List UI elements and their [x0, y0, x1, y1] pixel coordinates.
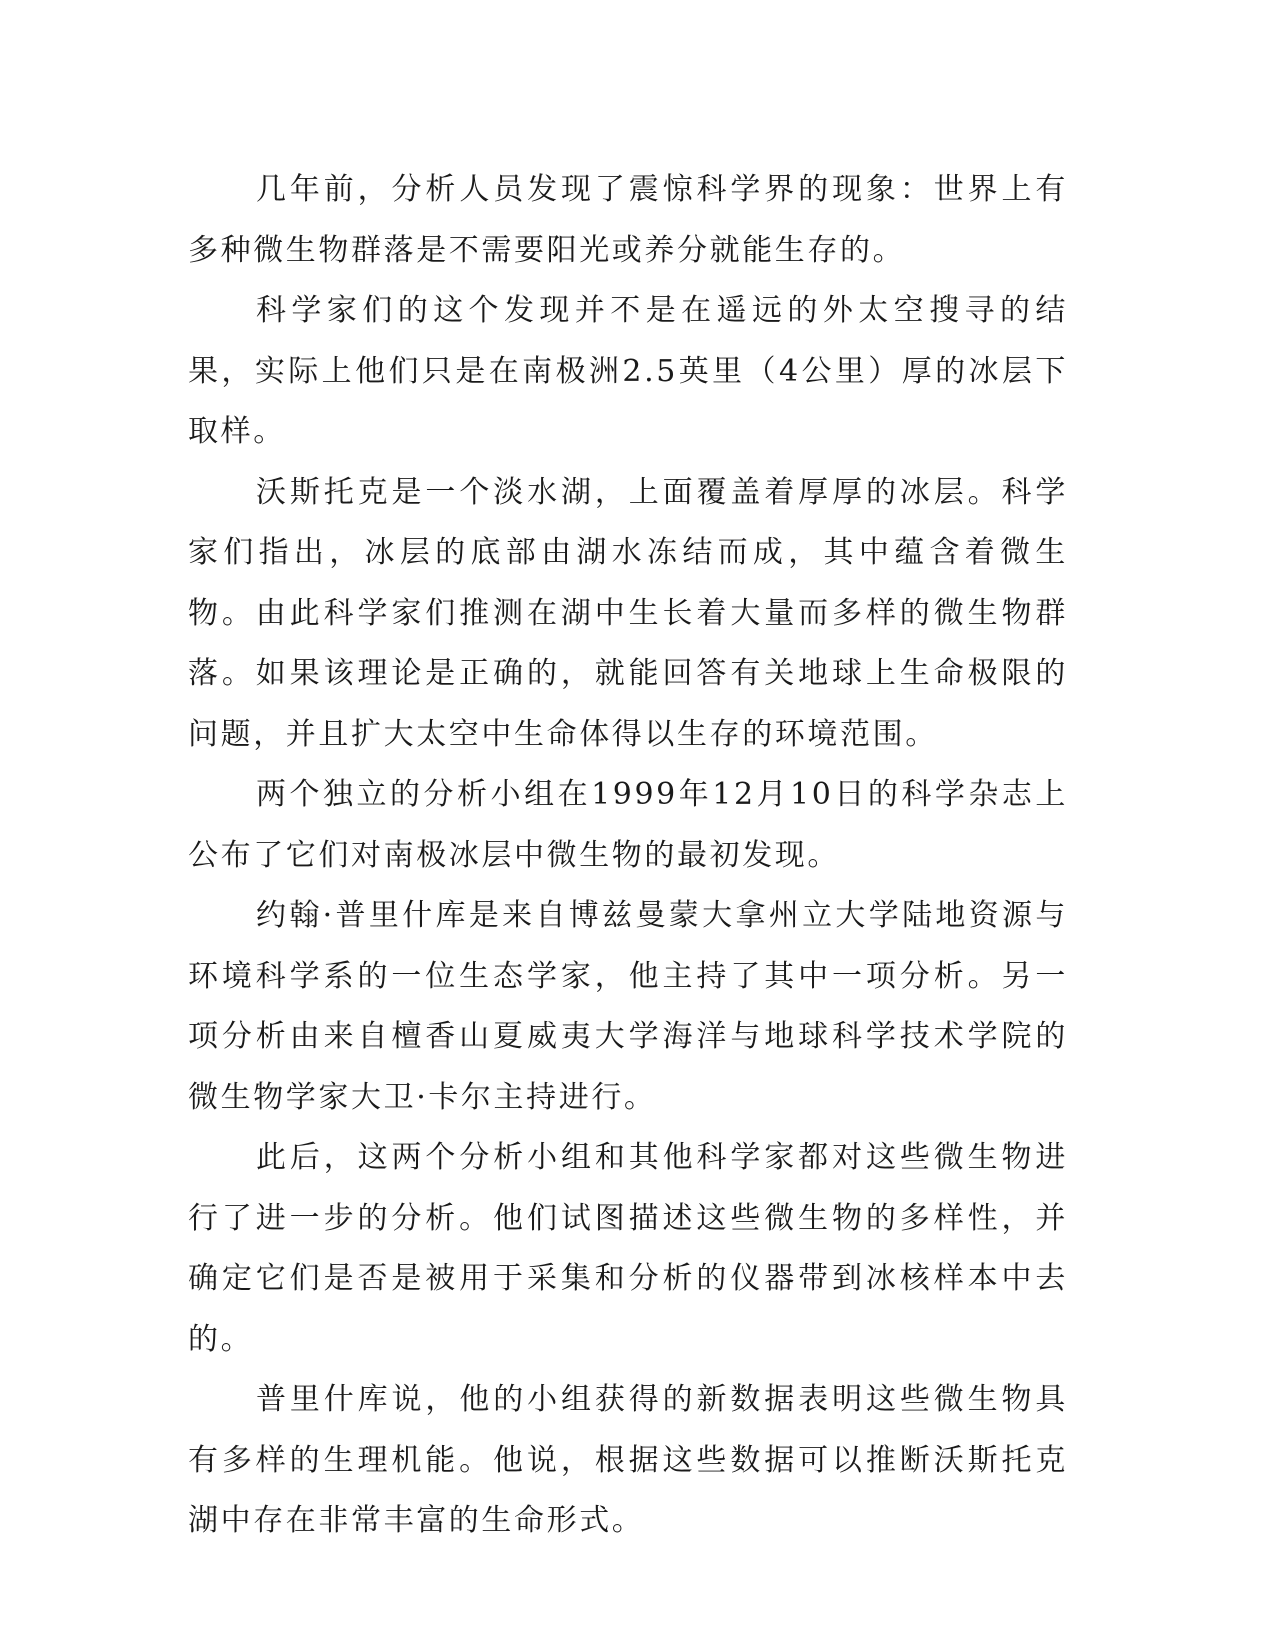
paragraph-5: 约翰·普里什库是来自博兹曼蒙大拿州立大学陆地资源与环境科学系的一位生态学家，他主持了其中一项分析。另一项分析由来自檀香山夏威夷大学海洋与地球科学技术学院的微生物学家大卫·卡尔主持进行。: [188, 898, 1068, 1115]
paragraph-2: 科学家们的这个发现并不是在遥远的外太空搜寻的结果，实际上他们只是在南极洲2.5英里（4公里）厚的冰层下取样。: [188, 293, 1068, 449]
paragraph-7: 普里什库说，他的小组获得的新数据表明这些微生物具有多样的生理机能。他说，根据这些数据可以推断沃斯托克湖中存在非常丰富的生命形式。: [188, 1382, 1068, 1538]
paragraph-3: 沃斯托克是一个淡水湖，上面覆盖着厚厚的冰层。科学家们指出，冰层的底部由湖水冻结而成，其中蕴含着微生物。由此科学家们推测在湖中生长着大量而多样的微生物群落。如果该理论是正确的，就能回答有关地球上生命极限的问题，并且扩大太空中生命体得以生存的环境范围。: [188, 474, 1068, 752]
article-body: [188, 160, 1068, 1552]
paragraph-1: 几年前，分析人员发现了震惊科学界的现象：世界上有多种微生物群落是不需要阳光或养分就能生存的。: [188, 172, 1068, 268]
paragraph-6: 此后，这两个分析小组和其他科学家都对这些微生物进行了进一步的分析。他们试图描述这些微生物的多样性，并确定它们是否是被用于采集和分析的仪器带到冰核样本中去的。: [188, 1140, 1068, 1357]
paragraph-4: 两个独立的分析小组在1999年12月10日的科学杂志上公布了它们对南极冰层中微生物的最初发现。: [188, 777, 1068, 873]
